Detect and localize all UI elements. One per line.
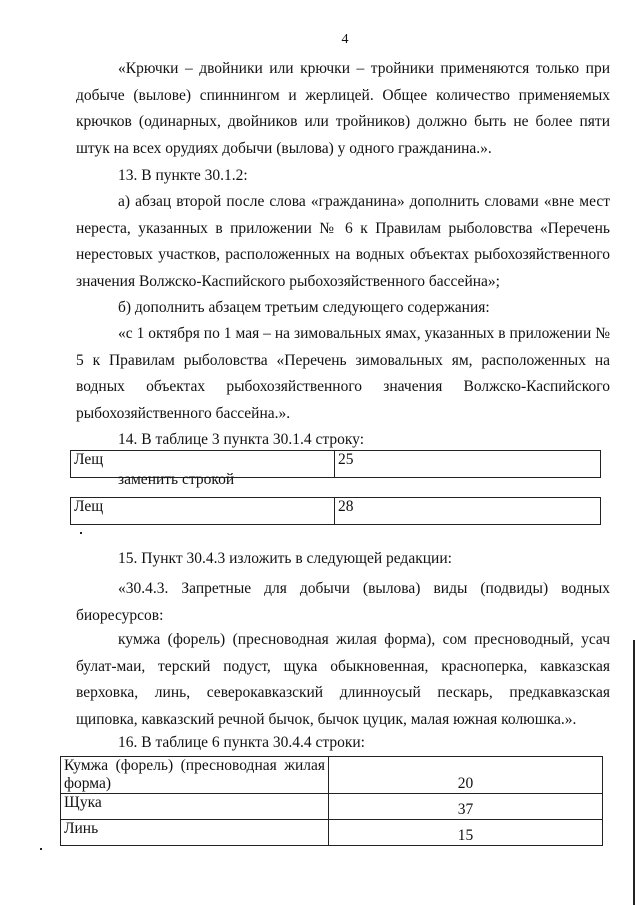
table-cell-value: 25: [335, 451, 601, 478]
table-cell-fish: Щука: [61, 794, 329, 820]
paragraph-13a: а) абзац второй после слова «гражданина» дополнить словами «вне мест нереста, указанных в приложении № 6 к Правилам рыболовства «Перечень нерестовых участков, расположенных на водных объектах рыбохозяйственного значения Волжско-Каспийского рыбохозяйственного бассейна»;: [76, 193, 610, 290]
scan-dot: [40, 848, 42, 850]
paragraph-item-14: 14. В таблице 3 пункта 30.1.4 строку:: [118, 431, 365, 448]
paragraph-13b: б) дополнить абзацем третьим следующего содержания:: [118, 299, 490, 316]
table-cell-value: 20: [329, 757, 603, 794]
replace-label: заменить строкой: [118, 471, 235, 488]
table-cell-fish: Лещ: [71, 451, 335, 478]
table-row: [61, 820, 603, 846]
paragraph-30-4-3: «30.4.3. Запретные для добычи (вылова) виды (подвиды) водных биоресурсов:: [76, 580, 610, 624]
table-row: [71, 498, 601, 525]
paragraph-wintering-pits: «с 1 октября по 1 мая – на зимовальных ямах, указанных в приложении № 5 к Правилам рыболовства «Перечень зимовальных ям, расположенных на водных объектах рыбохозяйственного значения Волжско-Каспийского рыбохозяйственного бассейна.».: [76, 325, 610, 422]
scan-dot: [80, 532, 82, 534]
page-number: 4: [341, 32, 349, 47]
paragraph-forbidden-species: кумжа (форель) (пресноводная жилая форма), сом пресноводный, усач булат-маи, терский подуст, щука обыкновенная, красноперка, кавказская верховка, линь, северокавказский длинноусый пескарь, предкавказская щиповка, кавказский речной бычок, бычок цуцик, малая южная колюшка.».: [76, 631, 610, 728]
table-new-row: [70, 497, 601, 525]
paragraph-item-16: 16. В таблице 6 пункта 30.4.4 строки:: [118, 734, 365, 751]
table-cell-value: 28: [335, 498, 601, 525]
paragraph-item-13: 13. В пункте 30.1.2:: [118, 167, 248, 184]
paragraph-hooks-rule: «Крючки – двойники или крючки – тройники применяются только при добыче (вылове) спиннингом и жерлицей. Общее количество применяемых крючков (одинарных, двойников или тройников) должно быть не более пяти штук на всех орудиях добычи (вылова) у одного гражданина.».: [76, 60, 610, 157]
table-cell-fish: Линь: [61, 820, 329, 846]
table-cell-value: 37: [329, 794, 603, 820]
scan-edge-mark: [633, 640, 635, 905]
table-cell-fish: Кумжа (форель) (пресноводная жилая форма): [61, 757, 329, 794]
table-cell-fish: Лещ: [71, 498, 335, 525]
table-cell-value: 15: [329, 820, 603, 846]
paragraph-item-15: 15. Пункт 30.4.3 изложить в следующей редакции:: [118, 550, 452, 567]
table-6-rows: [60, 756, 603, 846]
table-row: [61, 757, 603, 794]
table-row: [61, 794, 603, 820]
